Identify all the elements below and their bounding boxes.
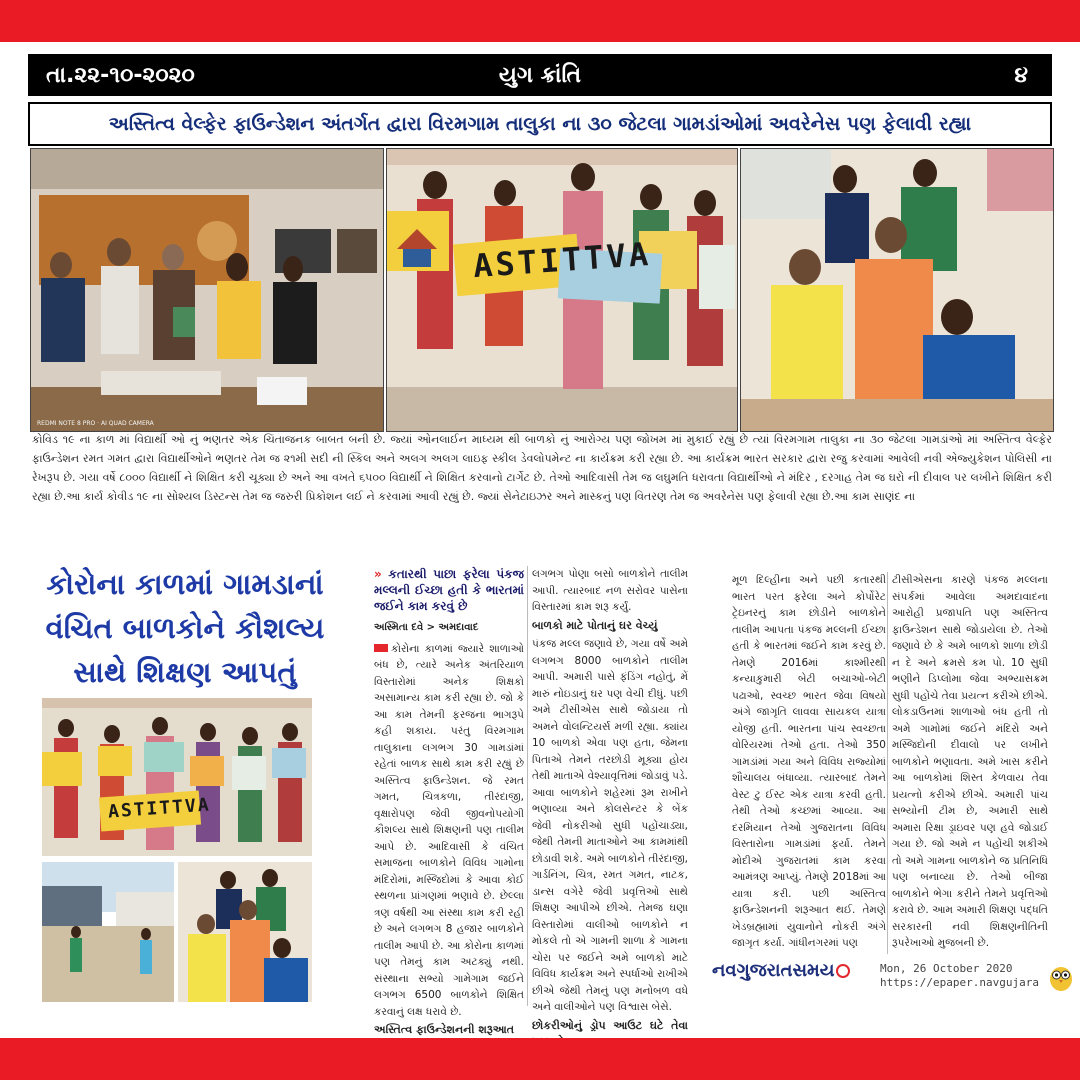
clip-column-4-body: ટીસીએસના કારણે પંકજ મલ્લના સંપર્કમાં આવેલા અમદાવાદના આરોહી પ્રજાપતિ પણ અસ્તિત્વ ફાઉન્ડેશન સાથે જોડાયેલા છે. તેઓ જણાવે છે કે અમે બાળકો શાળા છોડી ન દે અને ક્રમસે કમ પો. 10 સુધી ભણીને ડિપ્લોમા જેવા અભ્યાસક્રમ સુધી પહોંચે તેવા પ્રયત્ન કરીએ છીએ. લોકડાઉનમાં શાળાઓ બંધ હતી તો અમે ગામોમાં જઈને મંદિરો અને મસ્જિદોની દીવાલો પર લખીને બાળકોને ભણાવતા. અમે ખાસ કરીને આ બાળકોમાં શિસ્ત કેળવાય તેવા પ્રયત્નો કરીએ છીએ. અમારી પાંચ સભ્યોની ટીમ છે, અમારી સાથે અમારા રિક્ષા ડ્રાઇવર પણ હવે જોડાઈ ગયા છે. જો અમે ન પહોંચી શકીએ તો અમે ગામના બાળકોને જ પ્રતિનિધિ પણ બનાવ્યા છે. તેઓ બીજા બાળકોને ભેગા કરીને તેમને પ્રવૃત્તિઓ કરાવે છે. આમ અમારી શિક્ષણ પદ્ધતિ સરકારની નવી શિક્ષણનીતિની રૂપરેખાઓ મુજબની છે. (892, 574, 1048, 949)
clip-astittva-board-label: ASTITTVA (107, 794, 212, 823)
clip-column-1-text: કોરોના કાળમાં જ્યારે શાળાઓ બંધ છે, ત્યારે અનેક અંતરિયાળ વિસ્તારોમાં અનેક શિક્ષકો અસામાન્ય કામ કરી રહ્યા છે. જો કે આ કામ તેમની ફરજના ભાગરૂપે કહી શકાય. પરંતુ વિરમગામ તાલુકાના લગભગ 30 ગામડાંમાં રહેતાં બાળક સાથે કામ કરી રહ્યું છે અસ્તિત્વ ફાઉન્ડેશન. જે રમત ગમત, ચિત્રકળા, તીરંદાજી, વૃક્ષારોપણ જેવી જીવનોપયોગી કૌશલ્ય સાથે શિક્ષણની પણ તાલીમ આપે છે. આદિવાસી કે વંચિત સમાજના બાળકોને વિવિધ ગામોના મંદિરોમાં, મસ્જિદોમાં કે આવા કોઈ સ્થળના પ્રાંગણમાં ભણાવે છે. છેલ્લા ત્રણ વર્ષથી આ સંસ્થા કામ કરી રહી છે અને લગભગ 8 હજાર બાળકોને તાલીમ આપી છે. આ કોરોના કાળમાં પણ તેમનું કામ અટક્યું નથી. સંસ્થાના સભ્યો ગામેગામ જઈને લગભગ 6500 બાળકોને શિક્ષિત કરવાનું લક્ષ ધરાવે છે. (374, 642, 524, 1018)
clip-photo-team-image (178, 862, 312, 1002)
clip-pull-quote (374, 566, 524, 614)
photo-office-meeting (30, 148, 384, 432)
photo-team-group (740, 148, 1054, 432)
photo-team-group-image (741, 149, 1053, 431)
clip-pull-quote-text: કતારથી પાછા ફરેલા પંકજ મલ્લની ઈચ્છા હતી કે ભારતમાં જઈને કામ કરવું છે (374, 567, 524, 613)
photo-caption-paragraph: કોવિડ ૧૯ ના કાળ માં વિદ્યાર્થી ઓ નું ભણતર એક ચિંતાજનક બાબત બની છે. જ્યાં ઓનલાઈન માધ્યમ થી બાળકો નું આરોગ્ય પણ જોખમ માં મુકાઈ રહ્યું છે ત્યાં વિરમગામ તાલુકા ના ૩૦ જેટલા ગામડાંઓ માં અસ્તિત્વ વેલ્ફેર ફાઉન્ડેશન રમત ગમત દ્વારા વિદ્યાર્થીઓને ભણતર તેમ જ ૨૧મી સદી ની સ્કિલ અને અલગ અલગ લાઇફ સ્કીલ ડેવલોપમેન્ટ ના કાર્યક્રમ કરી રહ્યા છે. આ કાર્યક્રમ ભારત સરકાર દ્વારા રજુ કરવામાં આવેલી નવી એજ્યુકેશન પોલિસી ના રેખરૂપ છે. ગયા વર્ષે ૮૦૦૦ વિદ્યાર્થી ને શિક્ષિત કરી ચૂક્યા છે અને આ વખતે ૬૫૦૦ વિદ્યાર્થી ને શિક્ષિત કરવાનો ટાર્ગેટ છે. તેઓ આદિવાસી તેમ જ લઘુમતિ ધરાવતા વિદ્યાર્થીઓ ને મંદિર , દરગાહ તેમ જ ઘરો ની દીવાલ પર લખીને શિક્ષિત કરી રહ્યા છે.આ કાર્ય કોવીડ ૧૯ ના સોશ્યલ ડિસ્ટન્સ તેમ જ જરુરી પ્રિકોશન લઈ ને કરવામાં આવી રહ્યું છે. જ્યાં સેનેટાઇઝર અને માસ્કનું પણ વિતરણ તેમ જ અવરેનેસ પણ ફેલાવી રહ્યા છે.આ કામ સાણંદ ના (32, 433, 1052, 503)
clip-column-2 (532, 566, 688, 1032)
epaper-meta (880, 962, 1045, 990)
clip-column-2-subhead: બાળકો માટે પોતાનું ઘર વેચ્યું (532, 618, 658, 632)
clip-photo-children-image (42, 698, 312, 856)
clip-column-2-intro: લગભગ પોણા બસો બાળકોને તાલીમ આપી. ત્યારબાદ નળ સરોવર પાસેના વિસ્તારમાં કામ શરૂ કર્યું. (532, 568, 688, 613)
clip-photo-children (42, 698, 312, 856)
clip-photo-team (178, 862, 312, 1002)
brand-accent-text: સમય (792, 960, 835, 981)
clip-column-1 (374, 566, 524, 1036)
column-divider (887, 572, 888, 954)
clip-column-2-end-subhead: છોકરીઓનું ડ્રોપ આઉટ ઘટે તેવા (532, 1018, 688, 1032)
brand-swirl-icon (836, 964, 850, 978)
photo-office-meeting-image (31, 149, 383, 431)
epaper-url: https://epaper.navgujara (880, 976, 1039, 989)
column-divider (527, 566, 528, 1006)
clip-column-4 (892, 572, 1048, 954)
camera-watermark: REDMI NOTE 8 PRO · AI QUAD CAMERA (37, 420, 154, 427)
article-headline: અસ્તિત્વ વેલ્ફેર ફાઉન્ડેશન અંતર્ગત દ્વારા વિરમગામ તાલુકા ના ૩૦ જેટલા ગામડાંઓમાં અવરેનેસ પણ ફેલાવી રહ્યા (28, 102, 1052, 146)
photo-children-boards (386, 148, 738, 432)
astittva-board-label: ASTITTVA (471, 234, 653, 286)
epaper-date: Mon, 26 October 2020 (880, 962, 1013, 975)
clip-headline: કોરોના કાળમાં ગામડાનાં વંચિત બાળકોને કૌશલ્ય સાથે શિક્ષણ આપતું (45, 567, 325, 689)
newspaper-brand-logo (712, 960, 850, 981)
clip-column-3 (732, 572, 886, 954)
bottom-red-border (0, 1038, 1080, 1080)
masthead-paper-name: યુગ ક્રાંતિ (498, 62, 582, 88)
brand-main-text: નવગુજરાત (712, 960, 793, 981)
clip-column-3-body: મૂળ દિલ્હીના અને પછી કતારથી ભારત પરત ફરેલા અને કોર્પોરેટ ટ્રેઇનરનું કામ છોડીને બાળકોને તાલીમ આપતા પંકજ મલ્લની ઈચ્છા હતી કે ભારતમાં જઈને કામ કરવું છે. તેમણે 2016માં કાશ્મીરથી કન્યાકુમારી બેટી બચાઓ-બેટી પઢાઓ, સ્વચ્છ ભારત જેવા વિષયો અંગે જાગૃતિ લાવવા સાયકલ યાત્રા યોજી હતી. ભારતના પાંચ સ્વચ્છતા વોરિયરમાં તેઓ હતા. તેઓ 350 ગામડાંમાં ગયા અને વિવિધ રાજ્યોમાં શૌચાલય બંધાવ્યા. ત્યારબાદ તેમને વેસ્ટ ટુ ઈસ્ટ એક યાત્રા કરવી હતી. તેથી તેઓ કચ્છમાં આવ્યા. આ દરમિયાન તેઓ ગુજરાતના વિવિધ વિસ્તારોના ગામડાંમાં ફર્યા. તેમને મોદીએ ગુજરાતમાં કામ કરવા આમંત્રણ આપ્યું. તેમણે 2018માં આ યાત્રા કરી. પછી અસ્તિત્વ ફાઉન્ડેશનની શરૂઆત થઈ. તેમણે ખેડબ્રહ્મામાં યુવાનોને નોકરી અંગે જાગૃત કર્યા. ગાંધીનગરમાં પણ (732, 574, 886, 949)
masthead-bar (28, 54, 1052, 96)
clip-column-1-body (374, 641, 524, 1021)
owl-icon (1048, 962, 1074, 992)
clip-photo-ground (42, 862, 174, 1002)
quote-marker-icon: » (374, 567, 389, 581)
masthead-page-number: ૪ (1014, 62, 1028, 88)
clip-byline: અસ્મિતા દવે > અમદાવાદ (374, 622, 479, 633)
photo-children-boards-image (387, 149, 737, 431)
masthead-date: તા.૨૨-૧૦-૨૦૨૦ (46, 62, 195, 88)
top-red-border (0, 0, 1080, 42)
clip-column-1-subhead: અસ્તિત્વ ફાઉન્ડેશનની શરૂઆત (374, 1023, 514, 1036)
paragraph-marker-icon (374, 644, 388, 652)
clip-column-2-body: પંકજ મલ્લ જણાવે છે, ગયા વર્ષે અમે લગભગ 8000 બાળકોને તાલીમ આપી. અમારી પાસે ફંડિંગ નહોતું, મેં મારું નોઇડાનું ઘર પણ વેચી દીધું. પછી અમે ટીસીએસ સાથે જોડાયા તો અમને વોલન્ટિયર્સ મળી રહ્યા. ક્યાંય 10 બાળકો એવા પણ હતા, જેમના પિતાએ તેમને તરછોડી મૂક્યા હોય તેથી માતાએ વેશ્યાવૃત્તિમાં જોડાવું પડે. આવા બાળકોને શહેરમાં રૂમ રાખીને ભણાવ્યા અને કોલસેન્ટર કે બેંક જેવી નોકરીઓ સુધી પહોંચાડ્યા, જેથી તેમની માતાઓને આ કામમાંથી છોડાવી શકે. અમે બાળકોને તીરંદાજી, ગાર્ડનિંગ, ચિત્ર, રમત ગમત, નાટક, ડાન્સ વગેરે જેવી પ્રવૃત્તિઓ સાથે શિક્ષણ આપીએ છીએ. તેમજ ઘણા વિસ્તારોમાં વાલીઓ બાળકોને ન મોકલે તો એ ગામની શાળા કે ગામના ચોરા પર જઈને અમે બાળકો માટે વિવિધ કાર્યક્રમ અને સ્પર્ધાઓ રાખીએ છીએ જેથી તેમનું પણ મનોબળ વધે અને વાલીઓને પણ વિશ્વાસ બેસે. (532, 638, 688, 1013)
clip-photo-ground-image (42, 862, 174, 1002)
